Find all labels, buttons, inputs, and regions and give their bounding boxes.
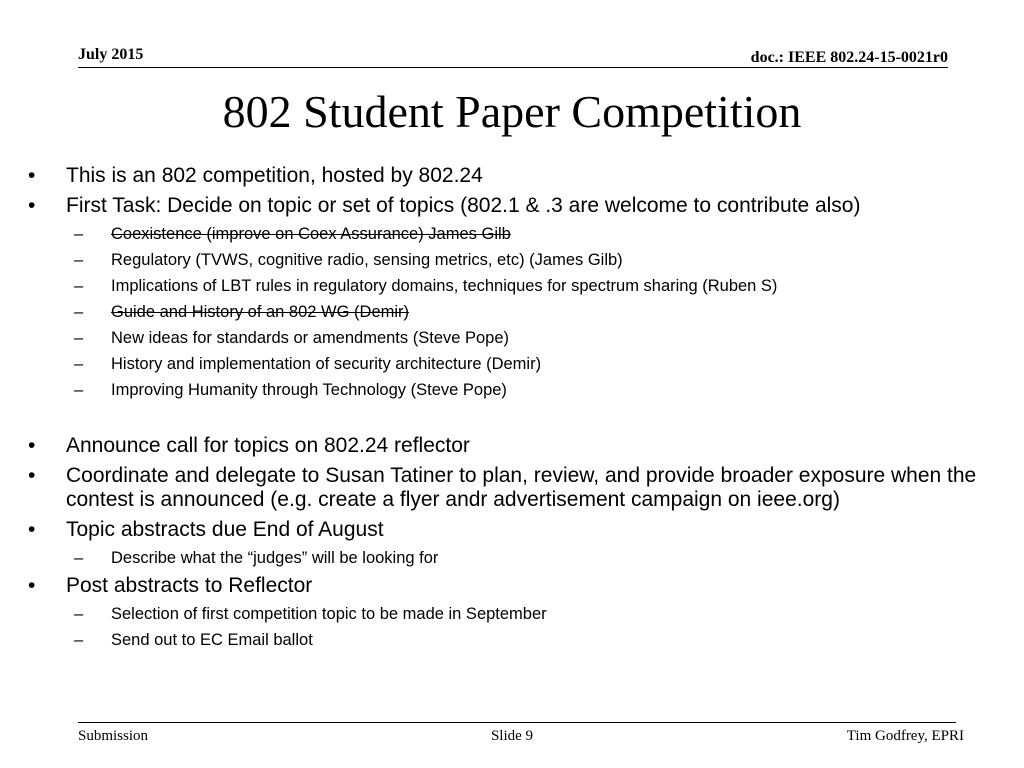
bullet-item (0, 518, 1000, 542)
bullet-text: Describe what the “judges” will be looking for (111, 549, 439, 567)
bullet-text: Topic abstracts due End of August (66, 518, 384, 541)
sub-bullet-item (0, 354, 1000, 374)
bullet-marker: • (28, 164, 36, 187)
header-doc-id: doc.: IEEE 802.24-15-0021r0 (750, 49, 948, 66)
sub-bullet-item (0, 224, 1000, 244)
footer-slide-number: Slide 9 (490, 728, 534, 744)
dash-marker: – (74, 277, 84, 295)
dash-marker: – (74, 303, 84, 321)
bullet-text: Improving Humanity through Technology (Steve Pope) (111, 381, 507, 399)
dash-marker: – (74, 251, 84, 269)
bullet-text: Selection of first competition topic to be made in September (111, 605, 547, 623)
bullet-text: Send out to EC Email ballot (111, 631, 313, 649)
dash-marker: – (74, 631, 84, 649)
sub-bullet-item (0, 328, 1000, 348)
sub-bullet-item (0, 548, 1000, 568)
bullet-item (0, 434, 1000, 458)
sub-bullet-item (0, 380, 1000, 400)
slide-title: 802 Student Paper Competition (222, 86, 802, 137)
sub-bullet-item (0, 630, 1000, 650)
bullet-text: Announce call for topics on 802.24 reflector (66, 434, 470, 457)
footer-submission: Submission (78, 728, 149, 744)
sub-bullet-item (0, 250, 1000, 270)
list-spacer (0, 406, 1000, 434)
footer-divider (78, 722, 956, 723)
slide-content (0, 164, 1000, 656)
bullet-text: Implications of LBT rules in regulatory domains, techniques for spectrum sharing (Ruben S) (111, 277, 778, 295)
sub-bullet-item (0, 604, 1000, 624)
bullet-item (0, 464, 1000, 512)
dash-marker: – (74, 355, 84, 373)
header-date: July 2015 (78, 46, 144, 63)
bullet-text: Coexistence (improve on Coex Assurance) James Gilb (111, 225, 511, 243)
bullet-item (0, 164, 1000, 188)
sub-bullet-item (0, 276, 1000, 296)
bullet-marker: • (28, 574, 36, 597)
dash-marker: – (74, 549, 84, 567)
bullet-item (0, 574, 1000, 598)
bullet-marker: • (28, 464, 36, 487)
bullet-text: Coordinate and delegate to Susan Tatiner to plan, review, and provide broader exposure when the contest is announced (e.g. create a flyer andr advertisement campaign on ieee.org) (66, 464, 977, 511)
dash-marker: – (74, 381, 84, 399)
bullet-text: Post abstracts to Reflector (66, 574, 313, 597)
bullet-marker: • (28, 518, 36, 541)
sub-bullet-item (0, 302, 1000, 322)
bullet-text: History and implementation of security architecture (Demir) (111, 355, 542, 373)
bullet-text: New ideas for standards or amendments (Steve Pope) (111, 329, 510, 347)
bullet-text: This is an 802 competition, hosted by 802.24 (66, 164, 483, 187)
footer-author: Tim Godfrey, EPRI (846, 728, 964, 744)
bullet-marker: • (28, 434, 36, 457)
dash-marker: – (74, 225, 84, 243)
header-divider (78, 67, 948, 68)
bullet-marker: • (28, 194, 36, 217)
bullet-text: Regulatory (TVWS, cognitive radio, sensing metrics, etc) (James Gilb) (111, 251, 623, 269)
bullet-item (0, 194, 1000, 218)
bullet-text: First Task: Decide on topic or set of topics (802.1 & .3 are welcome to contribute also) (66, 194, 861, 217)
dash-marker: – (74, 329, 84, 347)
bullet-text: Guide and History of an 802 WG (Demir) (111, 303, 410, 321)
dash-marker: – (74, 605, 84, 623)
